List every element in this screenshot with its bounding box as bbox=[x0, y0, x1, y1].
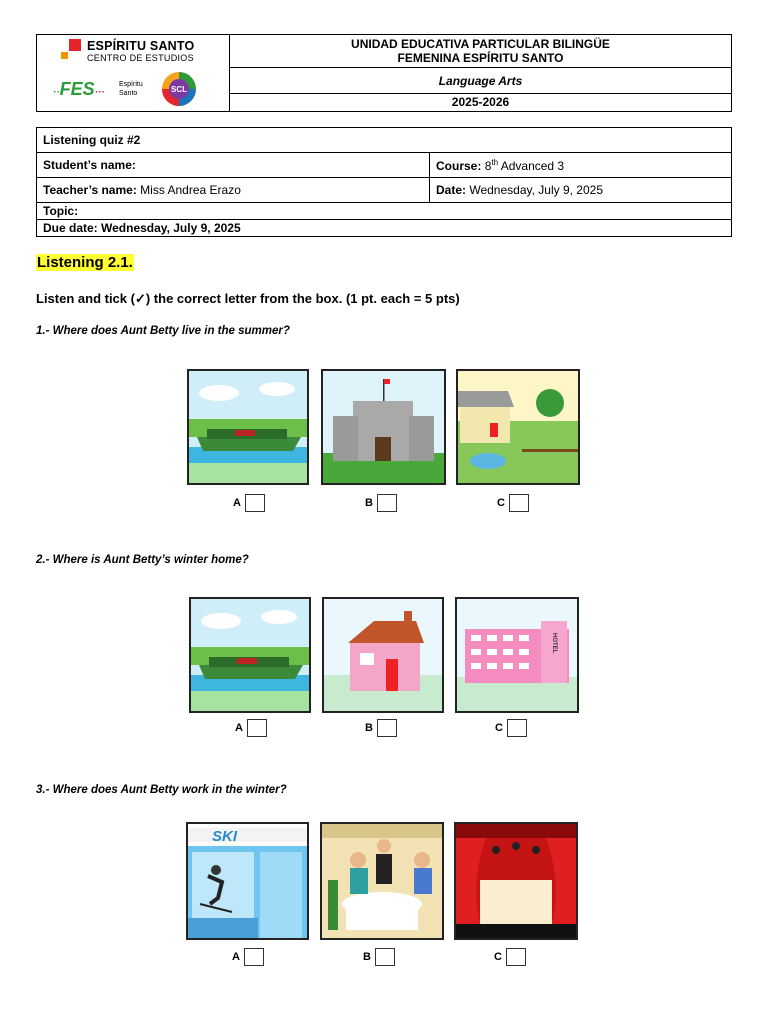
q2-checkbox-c[interactable] bbox=[507, 719, 527, 737]
q1-option-c: C bbox=[497, 494, 529, 512]
restaurant-picture bbox=[320, 822, 444, 940]
espiritu-santo-logo-icon bbox=[61, 39, 83, 61]
question-1: 1.- Where does Aunt Betty live in the summer? bbox=[36, 325, 290, 337]
svg-text:HOTEL: HOTEL bbox=[551, 633, 557, 654]
fes-subtitle: Espíritu Santo bbox=[119, 81, 143, 97]
q2-option-a: A bbox=[235, 719, 267, 737]
q1-checkbox-a[interactable] bbox=[245, 494, 265, 512]
ski-shop-picture bbox=[186, 822, 309, 940]
farmhouse-picture bbox=[456, 369, 580, 485]
due-date-cell: Due date: Wednesday, July 9, 2025 bbox=[37, 220, 732, 237]
svg-text:SKI: SKI bbox=[212, 828, 238, 845]
q3-checkbox-c[interactable] bbox=[506, 948, 526, 966]
q1-option-a: A bbox=[233, 494, 265, 512]
subject-cell: Language Arts bbox=[230, 68, 732, 93]
logo-area bbox=[37, 35, 230, 112]
instructions: Listen and tick (✓) the correct letter from the box. (1 pt. each = 5 pts) bbox=[36, 291, 460, 306]
q2-option-b: B bbox=[365, 719, 397, 737]
quiz-info-table bbox=[36, 127, 732, 237]
q2-checkbox-a[interactable] bbox=[247, 719, 267, 737]
date-cell: Date: Wednesday, July 9, 2025 bbox=[430, 178, 732, 203]
section-title: Listening 2.1. bbox=[37, 254, 133, 271]
svg-text:SCL: SCL bbox=[171, 85, 187, 94]
q1-checkbox-b[interactable] bbox=[377, 494, 397, 512]
house-picture bbox=[322, 597, 444, 713]
topic-field[interactable]: Topic: bbox=[37, 203, 732, 220]
q2-checkbox-b[interactable] bbox=[377, 719, 397, 737]
school-year-cell: 2025-2026 bbox=[230, 93, 732, 111]
q3-checkbox-a[interactable] bbox=[244, 948, 264, 966]
student-name-field[interactable]: Student’s name: bbox=[37, 153, 430, 178]
question-3: 3.- Where does Aunt Betty work in the winter? bbox=[36, 784, 287, 796]
teacher-name-cell: Teacher’s name: Miss Andrea Erazo bbox=[37, 178, 430, 203]
q3-option-b: B bbox=[363, 948, 395, 966]
question-2: 2.- Where is Aunt Betty’s winter home? bbox=[36, 554, 249, 566]
q1-checkbox-c[interactable] bbox=[509, 494, 529, 512]
q1-option-b: B bbox=[365, 494, 397, 512]
q3-checkbox-b[interactable] bbox=[375, 948, 395, 966]
q3-option-c: C bbox=[494, 948, 526, 966]
quiz-title: Listening quiz #2 bbox=[37, 128, 732, 153]
q3-option-a: A bbox=[232, 948, 264, 966]
castle-picture bbox=[321, 369, 446, 485]
theatre-picture bbox=[454, 822, 578, 940]
hotel-picture bbox=[455, 597, 579, 713]
course-cell: Course: 8th Advanced 3 bbox=[430, 153, 732, 178]
boat-picture bbox=[187, 369, 309, 485]
fes-logo: ··FES··· bbox=[53, 79, 105, 99]
school-name-line1: UNIDAD EDUCATIVA PARTICULAR BILINGÜE bbox=[351, 37, 610, 52]
school-header bbox=[36, 34, 732, 112]
school-name-line2: FEMENINA ESPÍRITU SANTO bbox=[397, 51, 564, 66]
q2-option-c: C bbox=[495, 719, 527, 737]
logo-name: ESPÍRITU SANTO bbox=[87, 39, 195, 53]
boat-picture-2 bbox=[189, 597, 311, 713]
logo-subtitle: CENTRO DE ESTUDIOS bbox=[87, 53, 194, 61]
scl-logo-icon bbox=[161, 71, 197, 107]
